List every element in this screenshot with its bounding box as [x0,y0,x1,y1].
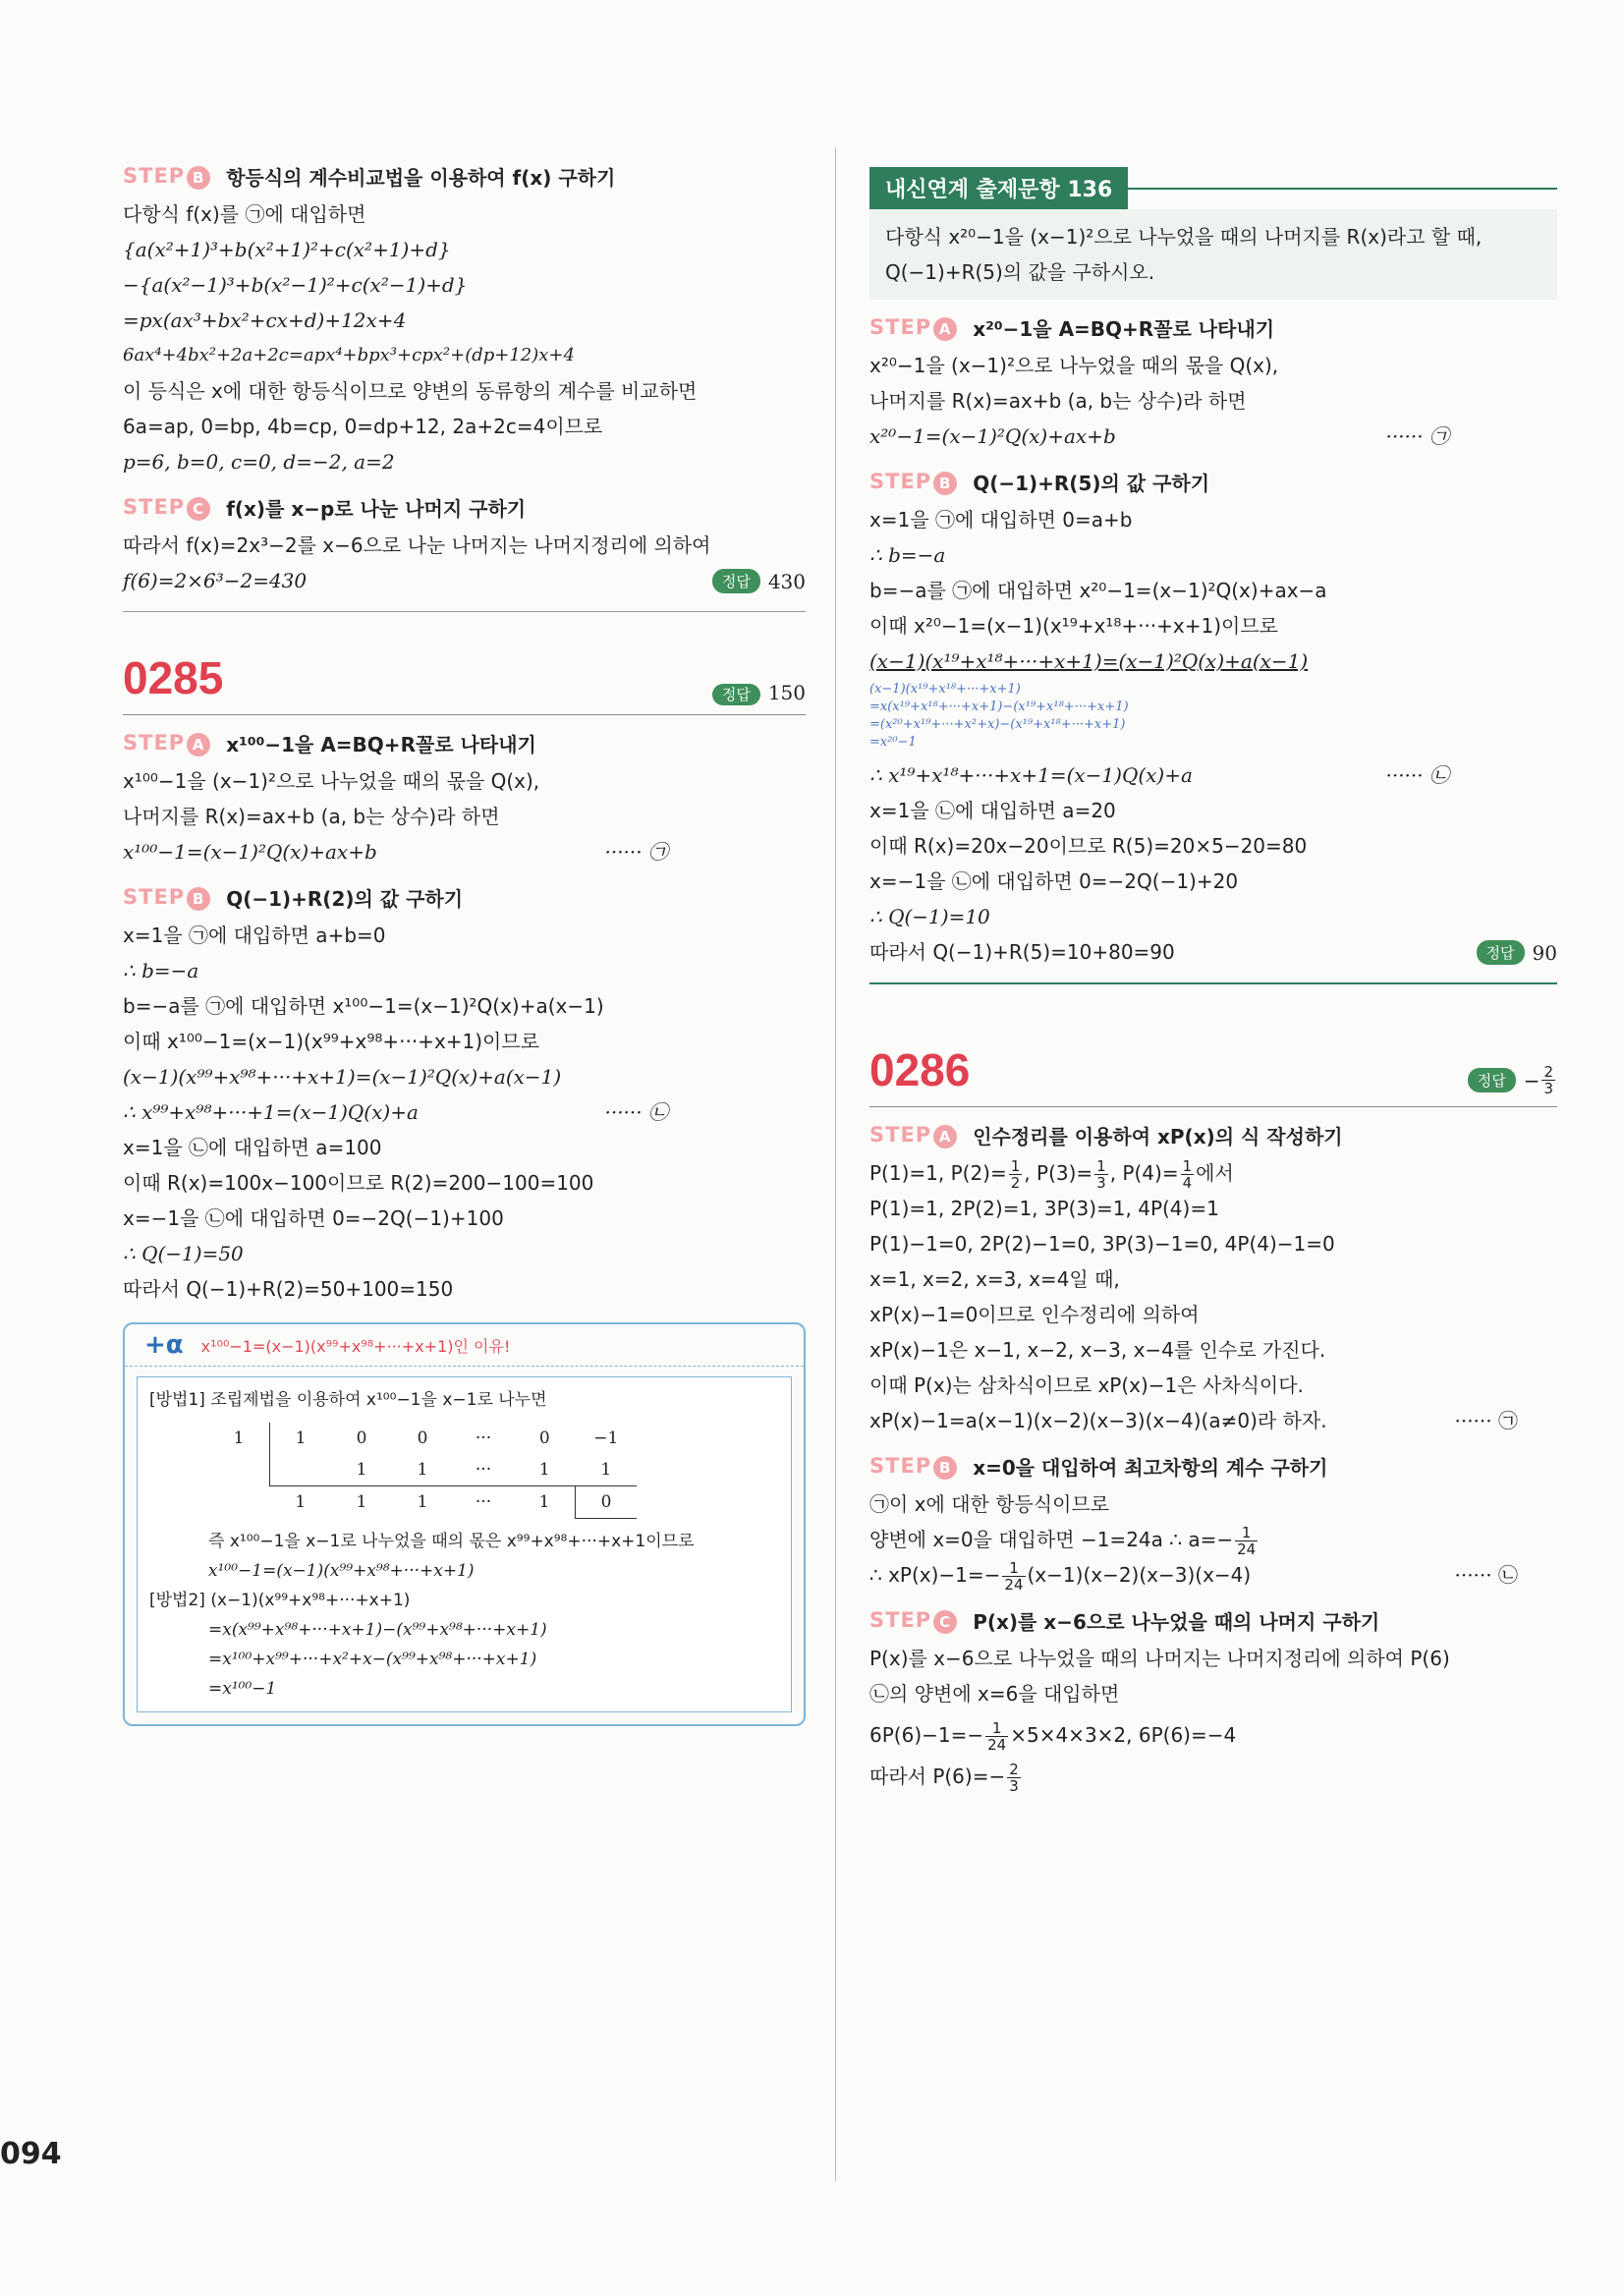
math-line: ∴ Q(−1)=10 [869,905,990,928]
math-line: ∴ b=−a [869,543,946,567]
math-line: ∴ x⁹⁹+x⁹⁸+···+1=(x−1)Q(x)+a ······ ㉡ [123,1094,806,1130]
step-title: x¹⁰⁰−1을 A=BQ+R꼴로 나타내기 [226,733,536,756]
math-line: −{a(x²−1)³+b(x²−1)²+c(x²−1)+d} [123,273,468,297]
final-answer-line: 따라서 P(6)=− $\frac{2}{3}$ [869,1761,1019,1795]
syn-cell: ··· [475,1428,492,1448]
answer-value: 90 [1532,940,1557,965]
math-line: 6P(6)−1=− $\frac{1}{24}$ ×5×4×3×2, 6P(6)=−4 [869,1719,1237,1754]
math-line: f(6)=2×6³−2=430 [123,569,308,592]
naesin-question [869,209,1557,300]
math-line: ∴ xP(x)−1=− $\frac{1}{24}$ (x−1)(x−2)(x−3)(x−4) ······ ㉡ [869,1559,1518,1594]
answer-row [712,681,806,704]
note-line: =x²⁰−1 [869,735,917,750]
step-title: x²⁰−1을 A=BQ+R꼴로 나타내기 [973,317,1275,341]
syn-cell: 1 [356,1460,367,1480]
answer-sign: − [1523,1068,1540,1092]
step-tag: STEP A [869,1123,957,1148]
step-a-header [123,729,806,757]
text-line: b=−a를 ㉠에 대입하면 x²⁰−1=(x−1)²Q(x)+ax−a [869,579,1327,602]
text-line: x=−1을 ㉡에 대입하면 0=−2Q(−1)+20 [869,869,1239,893]
text-line: 이때 P(x)는 삼차식이므로 xP(x)−1은 사차식이다. [869,1373,1304,1397]
method-2-label: [방법2] (x−1)(x⁹⁹+x⁹⁸+···+x+1) [149,1591,411,1610]
answer-row [1468,1064,1557,1096]
step-c-header [869,1606,1557,1635]
syn-cell: 1 [233,1428,245,1448]
step-tag: STEP B [123,885,210,911]
syn-cell [208,1486,270,1519]
page-number: 094 [0,2137,62,2171]
text-line: xP(x)−1은 x−1, x−2, x−3, x−4를 인수로 가진다. [869,1338,1326,1362]
answer-fraction: $\frac{2}{3}$ [1543,1063,1553,1097]
text-line: 이때 x²⁰−1=(x−1)(x¹⁹+x¹⁸+···+x+1)이므로 [869,614,1279,638]
syn-cell: −1 [593,1428,619,1448]
step-title: x=0을 대입하여 최고차항의 계수 구하기 [973,1456,1328,1480]
step-tag: STEP C [869,1608,957,1634]
math-line: ∴ x¹⁹+x¹⁸+···+x+1=(x−1)Q(x)+a ······ ㉡ [869,757,1557,793]
problem-header-0285 [123,651,806,715]
math-line: xP(x)−1=a(x−1)(x−2)(x−3)(x−4)(a≠0)라 하자. ······ ㉠ [869,1403,1557,1438]
plus-alpha-box [123,1322,806,1726]
step-title: f(x)를 x−p로 나눈 나머지 구하기 [226,497,527,521]
syn-cell: 1 [600,1460,612,1480]
syn-remainder: 0 [576,1486,638,1519]
text-line: 나머지를 R(x)=ax+b (a, b는 상수)라 하면 [869,389,1247,413]
method-1-label: [방법1] 조립제법을 이용하여 x¹⁰⁰−1을 x−1로 나누면 [149,1390,547,1410]
equation-mark: ······ ㉠ [604,840,668,864]
text-line: P(1)=1, 2P(2)=1, 3P(3)=1, 4P(4)=1 [869,1197,1219,1220]
answer-badge: 정답 [712,684,760,705]
text-line: x¹⁰⁰−1을 (x−1)²으로 나누었을 때의 몫을 Q(x), [123,769,540,793]
math-line: ∴ Q(−1)=50 [123,1242,244,1265]
note-line: (x−1)(x¹⁹+x¹⁸+···+x+1) [869,682,1021,697]
naesin-rule [1128,188,1557,190]
syn-cell: 1 [270,1486,332,1519]
equation-mark: ······ ㉡ [1454,1563,1518,1587]
syn-cell [270,1454,332,1486]
syn-cell: 1 [270,1423,332,1454]
text-line: 양변에 x=0을 대입하면 −1=24a ∴ a=− $\frac{1}{24}$ [869,1524,1257,1558]
step-tag: STEP A [869,315,957,341]
syn-cell: 1 [538,1460,550,1480]
column-divider [835,147,836,2181]
math-line: x²⁰−1=(x−1)²Q(x)+ax+b ······ ㉠ [869,419,1557,454]
naesin-header [869,167,1557,209]
syn-cell: 0 [417,1428,428,1448]
step-title: 인수정리를 이용하여 xP(x)의 식 작성하기 [973,1125,1343,1148]
math-line: =x(x⁹⁹+x⁹⁸+···+x+1)−(x⁹⁹+x⁹⁸+···+x+1) [208,1620,547,1640]
text-line: b=−a를 ㉠에 대입하면 x¹⁰⁰−1=(x−1)²Q(x)+a(x−1) [123,994,604,1018]
syn-cell [208,1454,270,1486]
plus-alpha-icon: +α [144,1330,184,1360]
step-tag: STEP B [869,1454,957,1480]
math-line: =x¹⁰⁰−1 [208,1679,277,1699]
step-title: Q(−1)+R(2)의 값 구하기 [226,887,464,911]
text-line: x=1을 ㉡에 대입하면 a=20 [869,799,1116,822]
answer-value: 150 [767,681,806,704]
math-line: p=6, b=0, c=0, d=−2, a=2 [123,450,395,474]
text-line: 다항식 f(x)를 ㉠에 대입하면 [123,202,366,226]
step-title: Q(−1)+R(5)의 값 구하기 [973,472,1210,495]
step-a-header [869,1121,1557,1149]
equation-mark: ······ ㉡ [1385,763,1449,787]
text-line: 이때 x¹⁰⁰−1=(x−1)(x⁹⁹+x⁹⁸+···+x+1)이므로 [123,1030,540,1053]
math-line: {a(x²+1)³+b(x²+1)²+c(x²+1)+d} [123,238,451,261]
answer-badge: 정답 [712,569,760,593]
section-divider [123,611,806,612]
answer-value: 430 [767,569,806,593]
syn-cell: 1 [514,1486,576,1519]
text-line: x=1을 ㉠에 대입하면 a+b=0 [123,924,386,947]
step-b-header [123,162,806,191]
step-b-header [123,883,806,912]
step-b-header [869,1452,1557,1481]
syn-cell: 1 [392,1486,453,1519]
text-line: ㉠이 x에 대한 항등식이므로 [869,1492,1110,1516]
text-line: Q(−1)+R(5)의 값을 구하시오. [885,260,1155,284]
text-line: 이때 R(x)=20x−20이므로 R(5)=20×5−20=80 [869,834,1308,858]
step-b-body [123,196,806,479]
syn-cell: ··· [475,1460,492,1480]
step-tag: STEP B [869,470,957,495]
step-tag: STEP B [123,164,210,190]
text-line: 즉 x¹⁰⁰−1을 x−1로 나누었을 때의 몫은 x⁹⁹+x⁹⁸+···+x+1이므로 [208,1532,695,1551]
text-line: 따라서 f(x)=2x³−2를 x−6으로 나눈 나머지는 나머지정리에 의하여 [123,533,711,557]
answer-badge: 정답 [1477,940,1525,965]
syn-cell: 1 [417,1460,428,1480]
synthetic-division [208,1423,779,1519]
text-line: x=1을 ㉠에 대입하면 0=a+b [869,508,1133,532]
equation-mark: ······ ㉡ [604,1100,668,1124]
math-line: ∴ b=−a [123,959,199,982]
math-line: (x−1)(x⁹⁹+x⁹⁸+···+x+1)=(x−1)²Q(x)+a(x−1) [123,1065,562,1089]
syn-cell: ··· [453,1486,514,1519]
text-line: 나머지를 R(x)=ax+b (a, b는 상수)라 하면 [123,805,500,828]
equation-mark: ······ ㉠ [1385,424,1449,448]
section-divider [869,982,1557,984]
text-line: 이때 R(x)=100x−100이므로 R(2)=200−100=100 [123,1171,594,1195]
math-line: 6ax⁴+4bx²+2a+2c=apx⁴+bpx³+cpx²+(dp+12)x+4 [123,345,575,365]
math-line: x¹⁰⁰−1=(x−1)(x⁹⁹+x⁹⁸+···+x+1) [208,1561,475,1581]
math-line: x¹⁰⁰−1=(x−1)²Q(x)+ax+b ······ ㉠ [123,834,806,869]
text-line: 따라서 Q(−1)+R(5)=10+80=90 [869,940,1175,964]
step-tag: STEP C [123,495,210,521]
text-line: x=1을 ㉡에 대입하면 a=100 [123,1136,382,1159]
problem-number: 0286 [869,1044,971,1095]
plus-alpha-title: x¹⁰⁰−1=(x−1)(x⁹⁹+x⁹⁸+···+x+1)인 이유! [200,1336,511,1356]
step-c-header [123,493,806,522]
syn-cell: 0 [538,1428,550,1448]
syn-cell: 0 [356,1428,367,1448]
step-b-header [869,468,1557,496]
text-line: x=−1을 ㉡에 대입하면 0=−2Q(−1)+100 [123,1206,504,1230]
blue-note [869,681,1557,752]
step-title: P(x)를 x−6으로 나누었을 때의 나머지 구하기 [973,1610,1380,1634]
math-line: P(1)=1, P(2)= $\frac{1}{2}$ , P(3)= $\frac{1}{3}$ , P(4)= $\frac{1}{4}$ 에서 [869,1157,1234,1192]
text-line: 따라서 Q(−1)+R(2)=50+100=150 [123,1277,454,1301]
math-line: =px(ax³+bx²+cx+d)+12x+4 [123,308,407,332]
text-line: 이 등식은 x에 대한 항등식이므로 양변의 동류항의 계수를 비교하면 [123,379,698,403]
text-line: 6a=ap, 0=bp, 4b=cp, 0=dp+12, 2a+2c=4이므로 [123,415,603,438]
naesin-tag: 내신연계 출제문항 136 [869,167,1128,209]
note-line: =(x²⁰+x¹⁹+···+x²+x)−(x¹⁹+x¹⁸+···+x+1) [869,717,1126,732]
step-a-header [869,313,1557,342]
equation-mark: ······ ㉠ [1454,1409,1518,1432]
math-line: =x¹⁰⁰+x⁹⁹+···+x²+x−(x⁹⁹+x⁹⁸+···+x+1) [208,1650,537,1669]
problem-header-0286 [869,1043,1557,1107]
step-title: 항등식의 계수비교법을 이용하여 f(x) 구하기 [226,166,616,190]
text-line: xP(x)−1=0이므로 인수정리에 의하여 [869,1303,1200,1326]
text-line: P(x)를 x−6으로 나누었을 때의 나머지는 나머지정리에 의하여 P(6) [869,1647,1450,1670]
text-line: 다항식 x²⁰−1을 (x−1)²으로 나누었을 때의 나머지를 R(x)라고 할 때, [885,225,1483,249]
plus-alpha-header [125,1324,804,1367]
text-line: x=1, x=2, x=3, x=4일 때, [869,1267,1120,1291]
plus-alpha-content [137,1376,792,1712]
right-column [869,167,1557,1794]
text-line: x²⁰−1을 (x−1)²으로 나누었을 때의 몫을 Q(x), [869,354,1279,377]
syn-cell: 1 [331,1486,392,1519]
left-column [123,162,806,1726]
step-tag: STEP A [123,731,210,756]
text-line: P(1)−1=0, 2P(2)−1=0, 3P(3)−1=0, 4P(4)−1=0 [869,1232,1335,1256]
math-line: (x−1)(x¹⁹+x¹⁸+···+x+1)=(x−1)²Q(x)+a(x−1) [869,649,1309,673]
text-line: ㉡의 양변에 x=6을 대입하면 [869,1682,1120,1706]
answer-badge: 정답 [1468,1068,1516,1092]
note-line: =x(x¹⁹+x¹⁸+···+x+1)−(x¹⁹+x¹⁸+···+x+1) [869,700,1129,714]
problem-number: 0285 [123,652,224,703]
